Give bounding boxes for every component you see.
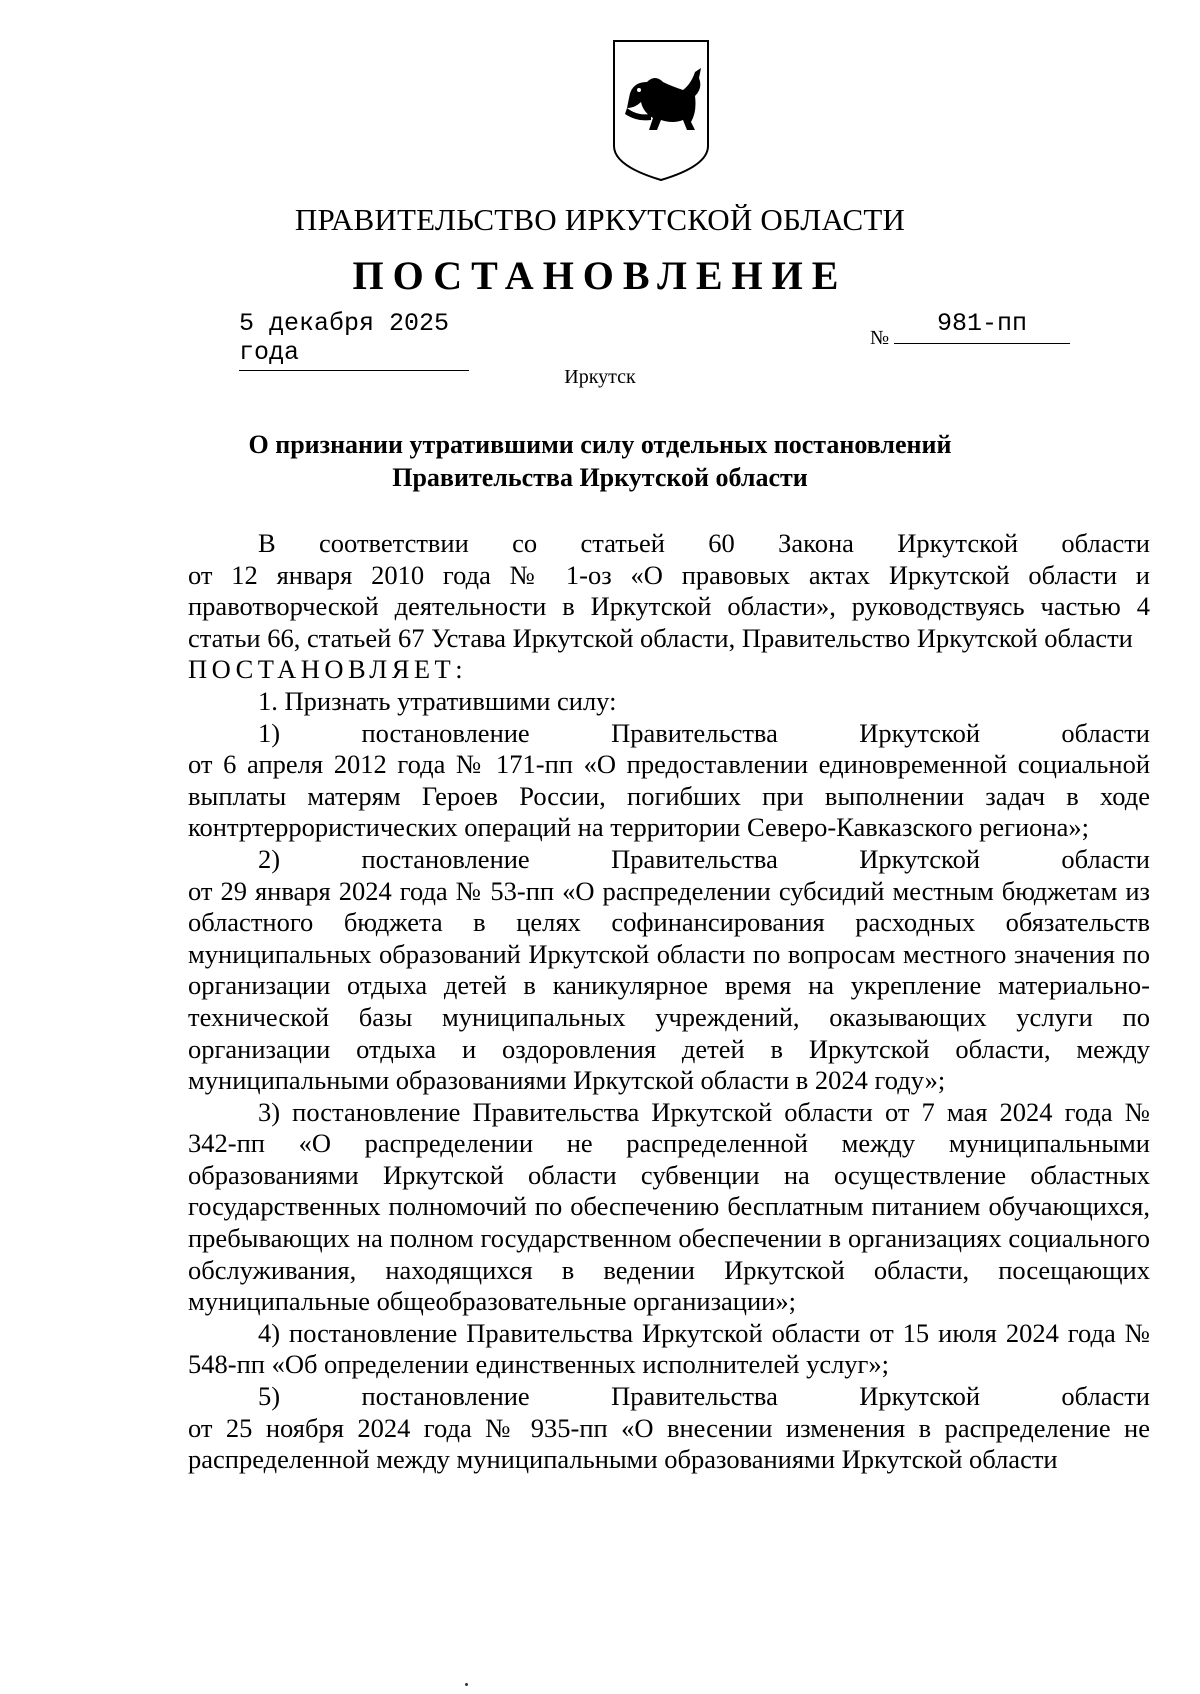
document-subject xyxy=(0,428,1200,494)
subitem-3: 3) постановление Правительства Иркутской области от 7 мая 2024 года № 342-пп «О распределении не распределенной между муниципальными образованиями Иркутской области субвенции на осуществление областных государственных полномочий по обеспечению бесплатным питанием обучающихся, пребывающих на полном государственном обеспечении в организациях социального обслуживания, находящихся в ведении Иркутской области, посещающих муниципальные общеобразовательные организации»; xyxy=(188,1096,1150,1317)
number-label: № xyxy=(870,327,890,349)
scan-speck xyxy=(465,1683,468,1686)
government-title: ПРАВИТЕЛЬСТВО ИРКУТСКОЙ ОБЛАСТИ xyxy=(294,202,906,237)
preamble-first-line: В соответствии со статьей 60 Закона Иркутской области xyxy=(258,528,1150,558)
document-number: 981-пп xyxy=(894,309,1070,344)
subject-line-1: О признании утратившими силу отдельных постановлений xyxy=(248,430,952,459)
document-type: ПОСТАНОВЛЕНИЕ xyxy=(352,253,848,298)
subitem-1-text: от 6 апреля 2012 года № 171-пп «О предоставлении единовременной социальной выплаты матерям Героев России, погибших при выполнении задач в ходе контртеррористических операций на территории Северо-Кавказского региона»; xyxy=(188,749,1150,843)
preamble-text: от 12 января 2010 года № 1-оз «О правовых актах Иркутской области и правотворческой деятельности в Иркутской области», руководствуясь частью 4 статьи 66, статьей 67 Устава Иркутской области, Правительство Иркутской области xyxy=(188,559,1150,653)
subitem-4: 4) постановление Правительства Иркутской области от 15 июля 2024 года № 548-пп «Об определении единственных исполнителей услуг»; xyxy=(188,1317,1150,1380)
document-body xyxy=(188,528,1150,1476)
coat-of-arms-icon xyxy=(611,38,711,183)
subitem-5-text: от 25 ноября 2024 года № 935-пп «О внесении изменения в распределение не распределенной между муниципальными образованиями Иркутской области xyxy=(188,1412,1150,1475)
subject-line-2: Правительства Иркутской области xyxy=(392,463,808,492)
decree-word: ПОСТАНОВЛЯЕТ: xyxy=(188,654,468,685)
city: Иркутск xyxy=(564,366,636,388)
subitem-2-text: от 29 января 2024 года № 53-пп «О распределении субсидий местным бюджетам из областного бюджета в целях софинансирования расходных обязательств муниципальных образований Иркутской области по вопросам местного значения по организации отдыха детей в каникулярное время на укрепление материально-технической базы муниципальных учреждений, оказывающих услуги по организации отдыха и оздоровления детей в Иркутской области, между муниципальными образованиями Иркутской области в 2024 году»; xyxy=(188,875,1150,1096)
subitem-2-first-line: 2) постановление Правительства Иркутской области xyxy=(258,843,1150,874)
item-1: 1. Признать утратившими силу: xyxy=(258,685,617,716)
document-date: 5 декабря 2025 года xyxy=(239,309,469,371)
subitem-5-first-line: 5) постановление Правительства Иркутской области xyxy=(258,1381,1150,1412)
subitem-1-first-line: 1) постановление Правительства Иркутской области xyxy=(258,717,1150,748)
